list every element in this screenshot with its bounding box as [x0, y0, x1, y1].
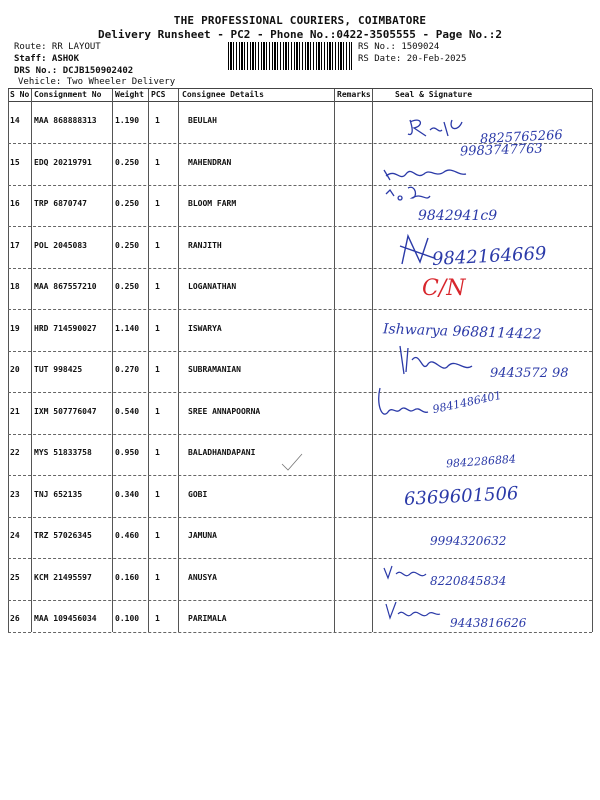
header-consignment: Consignment No	[34, 90, 102, 99]
sno-cell: 16	[10, 199, 20, 208]
sno-cell: 15	[10, 157, 20, 167]
table-row	[0, 185, 600, 226]
consignee-cell: PARIMALA	[188, 614, 227, 623]
table-bottom-rule	[8, 632, 592, 633]
sno-cell: 21	[10, 406, 20, 416]
weight-cell: 0.950	[115, 448, 140, 457]
runsheet-title: Delivery Runsheet - PC2 - Phone No.:0422-3505555 - Page No.:2	[98, 28, 502, 41]
consignee-cell: JAMUNA	[188, 531, 217, 540]
table-row	[0, 393, 600, 434]
weight-cell: 0.460	[115, 531, 140, 540]
pcs-cell: 1	[155, 240, 160, 250]
consignment-cell: MAA 868888313	[34, 116, 97, 125]
sno-cell: 25	[10, 572, 20, 582]
consignee-cell: RANJITH	[188, 240, 222, 250]
row-separator	[8, 600, 592, 601]
header-consignee: Consignee Details	[182, 90, 264, 99]
row-separator	[8, 351, 592, 352]
barcode-image	[228, 42, 352, 70]
consignment-cell: HRD 714590027	[34, 323, 97, 333]
handwritten-note: 6369601506	[403, 483, 520, 510]
weight-cell: 1.190	[115, 116, 140, 125]
consignee-cell: MAHENDRAN	[188, 157, 232, 167]
weight-cell: 0.250	[115, 282, 140, 291]
company-title: THE PROFESSIONAL COURIERS, COIMBATORE	[173, 14, 427, 27]
vehicle-label: Vehicle: Two Wheeler Delivery	[18, 77, 176, 87]
handwritten-note: C/N	[422, 276, 466, 301]
pcs-cell: 1	[155, 282, 160, 291]
consignee-cell: BLOOM FARM	[188, 199, 237, 208]
consignee-cell: GOBI	[188, 489, 208, 499]
consignee-cell: ISWARYA	[188, 323, 222, 333]
sno-cell: 26	[10, 614, 20, 623]
sno-cell: 19	[10, 323, 20, 333]
consignment-cell: IXM 507776047	[34, 406, 97, 416]
sno-cell: 24	[10, 531, 20, 540]
consignment-cell: TRZ 57026345	[34, 531, 92, 540]
row-separator	[8, 309, 592, 310]
route-label: Route: RR LAYOUT	[14, 42, 101, 52]
rs-date: RS Date: 20-Feb-2025	[358, 54, 467, 64]
consignment-cell: KCM 21495597	[34, 572, 92, 582]
weight-cell: 0.340	[115, 489, 140, 499]
consignee-cell: ANUSYA	[188, 572, 217, 582]
sno-cell: 23	[10, 489, 20, 499]
drs-number: DRS No.: DCJB150902402	[14, 66, 134, 76]
weight-cell: 0.540	[115, 406, 140, 416]
pcs-cell: 1	[155, 614, 160, 623]
consignment-cell: TUT 998425	[34, 365, 83, 374]
consignment-cell: EDQ 20219791	[34, 157, 92, 167]
handwritten-note: 8825765266	[479, 127, 564, 148]
consignee-cell: SREE ANNAPOORNA	[188, 406, 261, 416]
sno-cell: 14	[10, 116, 20, 125]
header-seal: Seal & Signature	[395, 90, 473, 99]
sno-cell: 20	[10, 365, 20, 374]
consignment-cell: TNJ 652135	[34, 489, 83, 499]
handwritten-note: 9842286884	[445, 452, 517, 471]
weight-cell: 0.100	[115, 614, 140, 623]
row-separator	[8, 558, 592, 559]
handwritten-note: 9842941c9	[418, 208, 498, 224]
row-separator	[8, 185, 592, 186]
rs-number: RS No.: 1509024	[358, 42, 440, 52]
handwritten-note: 9841486401	[431, 388, 503, 417]
weight-cell: 0.250	[115, 199, 140, 208]
handwritten-note: 8220845834	[430, 574, 507, 588]
sno-cell: 18	[10, 282, 20, 291]
handwritten-note: 9994320632	[430, 534, 507, 548]
handwritten-note: 9983747763	[459, 141, 543, 160]
table-row	[0, 517, 600, 558]
consignment-cell: MYS 51833758	[34, 448, 92, 457]
row-separator	[8, 392, 592, 393]
signature-mark	[280, 452, 304, 472]
pcs-cell: 1	[155, 323, 160, 333]
weight-cell: 0.160	[115, 572, 140, 582]
header-sno: S No	[10, 90, 30, 99]
table-row	[0, 268, 600, 309]
handwritten-note: 9443572 98	[490, 366, 569, 381]
row-separator	[8, 517, 592, 518]
consignee-cell: SUBRAMANIAN	[188, 365, 241, 374]
handwritten-note: 9443816626	[450, 616, 527, 630]
staff-label: Staff: ASHOK	[14, 54, 80, 64]
row-separator	[8, 475, 592, 476]
sno-cell: 22	[10, 448, 20, 457]
weight-cell: 0.250	[115, 157, 140, 167]
consignment-cell: TRP 6870747	[34, 199, 87, 208]
consignment-cell: POL 2045083	[34, 240, 87, 250]
pcs-cell: 1	[155, 116, 160, 125]
signature-mark	[394, 342, 494, 382]
signature-mark	[382, 182, 462, 202]
pcs-cell: 1	[155, 448, 160, 457]
consignment-cell: MAA 109456034	[34, 614, 97, 623]
handwritten-note: 9842164669	[431, 243, 548, 270]
signature-mark	[382, 598, 452, 624]
pcs-cell: 1	[155, 489, 160, 499]
weight-cell: 0.250	[115, 240, 140, 250]
handwritten-note: Ishwarya 9688114422	[382, 321, 542, 343]
consignment-cell: MAA 867557210	[34, 282, 97, 291]
header-weight: Weight	[115, 90, 144, 99]
row-separator	[8, 226, 592, 227]
consignee-cell: BALADHANDAPANI	[188, 448, 256, 457]
pcs-cell: 1	[155, 572, 160, 582]
weight-cell: 1.140	[115, 323, 140, 333]
pcs-cell: 1	[155, 406, 160, 416]
consignee-cell: LOGANATHAN	[188, 282, 237, 291]
signature-mark	[374, 384, 434, 424]
sno-cell: 17	[10, 240, 20, 250]
consignee-cell: BEULAH	[188, 116, 217, 125]
pcs-cell: 1	[155, 199, 160, 208]
table-top-rule	[8, 88, 592, 89]
weight-cell: 0.270	[115, 365, 140, 374]
header-pcs: PCS	[151, 90, 166, 99]
table-row	[0, 559, 600, 600]
pcs-cell: 1	[155, 365, 160, 374]
header-remarks: Remarks	[337, 90, 371, 99]
pcs-cell: 1	[155, 531, 160, 540]
row-separator	[8, 268, 592, 269]
pcs-cell: 1	[155, 157, 160, 167]
row-separator	[8, 434, 592, 435]
